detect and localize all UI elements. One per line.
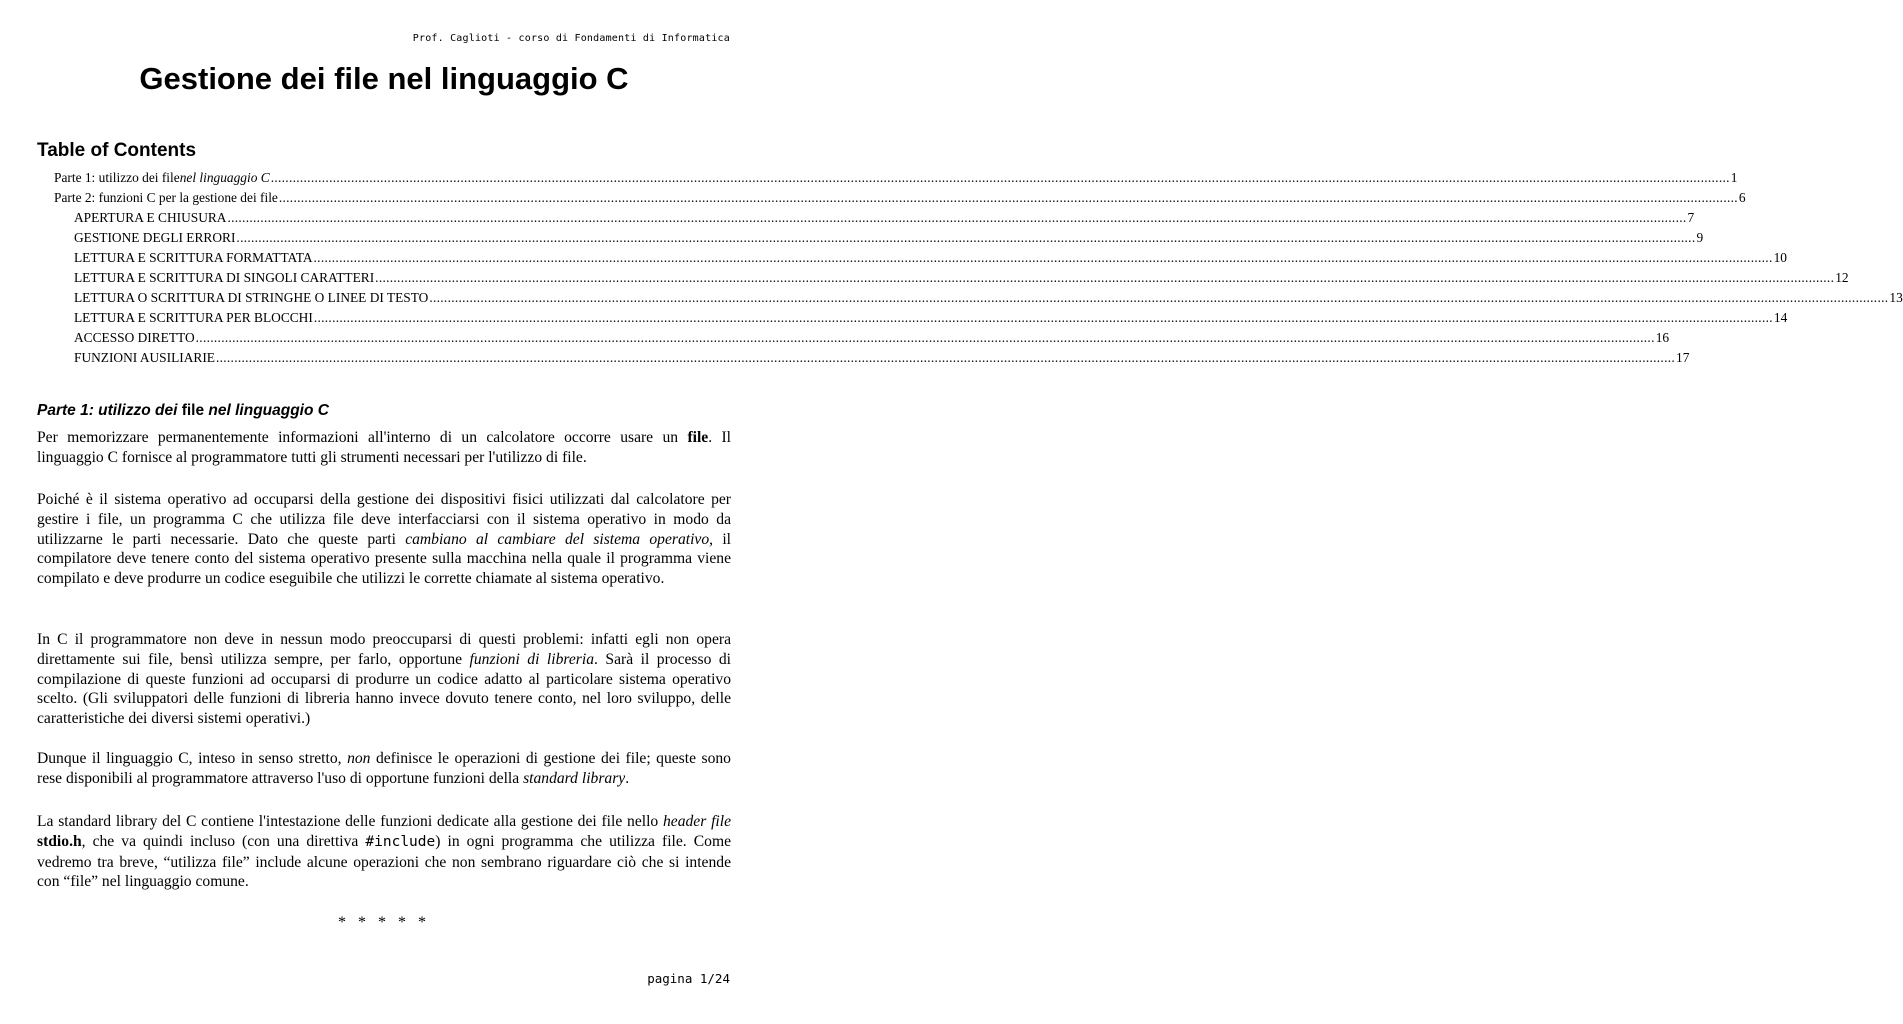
running-header: Prof. Caglioti - corso di Fondamenti di Informatica — [412, 33, 730, 44]
paragraph-1 — [37, 428, 731, 468]
page-number: pagina 1/24 — [647, 971, 730, 986]
p4-italic-1: non — [347, 750, 371, 767]
toc-entry[interactable] — [74, 230, 1704, 250]
toc-dot-leader: ................................................................................................................................................................................................................................................................................................................................................................................................................ — [313, 310, 1773, 325]
p5-italic-1: header file — [663, 813, 731, 830]
toc-entry-label: Parte 2: funzioni C per la gestione dei file — [54, 190, 278, 205]
document-title: Gestione dei file nel linguaggio C — [139, 61, 629, 96]
toc-entry-page: 6 — [1738, 190, 1746, 205]
toc-dot-leader: ................................................................................................................................................................................................................................................................................................................................................................................................................ — [215, 350, 1676, 365]
p3-text-1: In C il programmatore non deve in nessun modo preoccuparsi di questi problemi: infatti egli non opera direttamente sui file, bensì utilizza sempre, per farlo, opportune — [37, 631, 731, 668]
toc-entry[interactable] — [54, 170, 1738, 190]
section-heading-part1: Parte 1: utilizzo dei — [37, 402, 178, 419]
p5-code-1: #include — [365, 833, 436, 850]
toc-entry[interactable] — [54, 190, 1746, 210]
p1-bold-1: file — [687, 429, 709, 446]
toc-dot-leader: ................................................................................................................................................................................................................................................................................................................................................................................................................ — [236, 230, 1696, 245]
toc-dot-leader: ................................................................................................................................................................................................................................................................................................................................................................................................................ — [195, 330, 1655, 345]
paragraph-2 — [37, 490, 731, 589]
paragraph-5 — [37, 812, 731, 892]
p5-text-1: La standard library del C contiene l'intestazione delle funzioni dedicate alla gestione dei file nello — [37, 813, 663, 830]
toc-entry-label: LETTURA E SCRITTURA FORMATTATA — [74, 250, 313, 265]
toc-heading: Table of Contents — [37, 140, 197, 161]
toc-entry-label: GESTIONE DEGLI ERRORI — [74, 230, 236, 245]
toc-entry[interactable] — [74, 250, 1787, 270]
paragraph-3 — [37, 630, 731, 729]
p5-text-4: ) in ogni programma che utilizza file. Come vedremo tra breve, “utilizza file” include alcune operazioni che non sembrano riguardare ciò che si intende con “file” nel linguaggio comune. — [37, 832, 731, 891]
toc-entry[interactable] — [74, 330, 1670, 350]
section-heading-part2: file — [177, 402, 209, 419]
p2-italic-1: cambiano al cambiare del sistema operativo — [405, 530, 710, 548]
toc-entry[interactable] — [74, 310, 1788, 330]
toc-dot-leader: ................................................................................................................................................................................................................................................................................................................................................................................................................ — [278, 190, 1738, 205]
section-separator: * * * * * — [338, 914, 430, 931]
paragraph-4 — [37, 749, 731, 789]
toc-entry-label: LETTURA O SCRITTURA DI STRINGHE O LINEE DI TESTO — [74, 290, 429, 305]
toc-entry[interactable] — [74, 350, 1690, 370]
p4-text-3: . — [625, 769, 630, 787]
toc-dot-leader: ................................................................................................................................................................................................................................................................................................................................................................................................................ — [375, 270, 1835, 285]
toc-entry-page: 16 — [1655, 330, 1670, 345]
p5-bold-1: stdio.h — [37, 832, 82, 850]
toc-entry[interactable] — [74, 210, 1695, 230]
toc-entry-label: LETTURA E SCRITTURA PER BLOCCHI — [74, 310, 313, 325]
p4-text-1: Dunque il linguaggio C, inteso in senso stretto, — [37, 750, 348, 767]
toc-dot-leader: ................................................................................................................................................................................................................................................................................................................................................................................................................ — [429, 290, 1889, 305]
toc-entry-label: Parte 1: utilizzo dei file — [54, 170, 180, 185]
p5-text-3: , che va quindi incluso (con una direttiva — [81, 832, 366, 850]
p2-text-1: Poiché è il sistema operativo ad occuparsi della gestione dei dispositivi fisici utilizzati dal calcolatore per gestire i file, un programma C che utilizza file deve interfacciarsi con il sistema operativo in modo da utilizzarne le parti necessarie. Dato che queste parti — [37, 491, 731, 548]
p1-text-2: . Il linguaggio C fornisce al programmatore tutti gli strumenti necessari per l'utilizzo di file. — [37, 429, 732, 466]
toc-entry-page: 12 — [1835, 270, 1849, 285]
toc-entry[interactable] — [74, 270, 1849, 290]
toc-entry-label: APERTURA E CHIUSURA — [74, 210, 227, 225]
p4-text-2: definisce le operazioni di gestione dei file; queste sono rese disponibili al programmatore attraverso l'uso di opportune funzioni della — [37, 750, 731, 787]
toc-entry-page: 13 — [1889, 290, 1903, 305]
toc-entry-page: 1 — [1730, 170, 1738, 185]
toc-entry-page: 7 — [1687, 210, 1695, 225]
toc-entry-label: ACCESSO DIRETTO — [74, 330, 195, 345]
toc-entry-page: 9 — [1696, 230, 1704, 245]
toc-dot-leader: ................................................................................................................................................................................................................................................................................................................................................................................................................ — [270, 170, 1730, 185]
toc-entry[interactable] — [74, 290, 1903, 310]
p3-text-2: . Sarà il processo di compilazione di queste funzioni ad occuparsi di produrre un codice adatto al particolare sistema operativo scelto. (Gli sviluppatori delle funzioni di libreria hanno invece dovuto tenere conto, nel loro sviluppo, delle caratteristiche dei diversi sistemi operativi.) — [37, 650, 731, 728]
toc-dot-leader: ................................................................................................................................................................................................................................................................................................................................................................................................................ — [313, 250, 1773, 265]
toc-entry-page: 10 — [1773, 250, 1787, 265]
section-heading — [37, 402, 329, 420]
toc-dot-leader: ................................................................................................................................................................................................................................................................................................................................................................................................................ — [227, 210, 1687, 225]
p3-italic-1: funzioni di libreria — [469, 650, 595, 668]
toc-entry-label: FUNZIONI AUSILIARIE — [74, 350, 215, 365]
toc-entry-page: 17 — [1676, 350, 1690, 365]
p4-italic-2: standard library — [523, 769, 626, 787]
p2-text-2: , il compilatore deve tenere conto del sistema operativo presente sulla macchina nella quale il programma viene compilato e deve produrre un codice eseguibile che utilizzi le corrette chiamate al sistema operativo. — [37, 530, 731, 588]
section-heading-part3: nel linguaggio C — [208, 402, 329, 419]
toc-entry-label: LETTURA E SCRITTURA DI SINGOLI CARATTERI — [74, 270, 375, 285]
p1-text-1: Per memorizzare permanentemente informazioni all'interno di un calcolatore occorre usare un — [37, 429, 688, 446]
toc-entry-label-italic: nel linguaggio C — [179, 170, 270, 185]
toc-entry-page: 14 — [1773, 310, 1788, 325]
